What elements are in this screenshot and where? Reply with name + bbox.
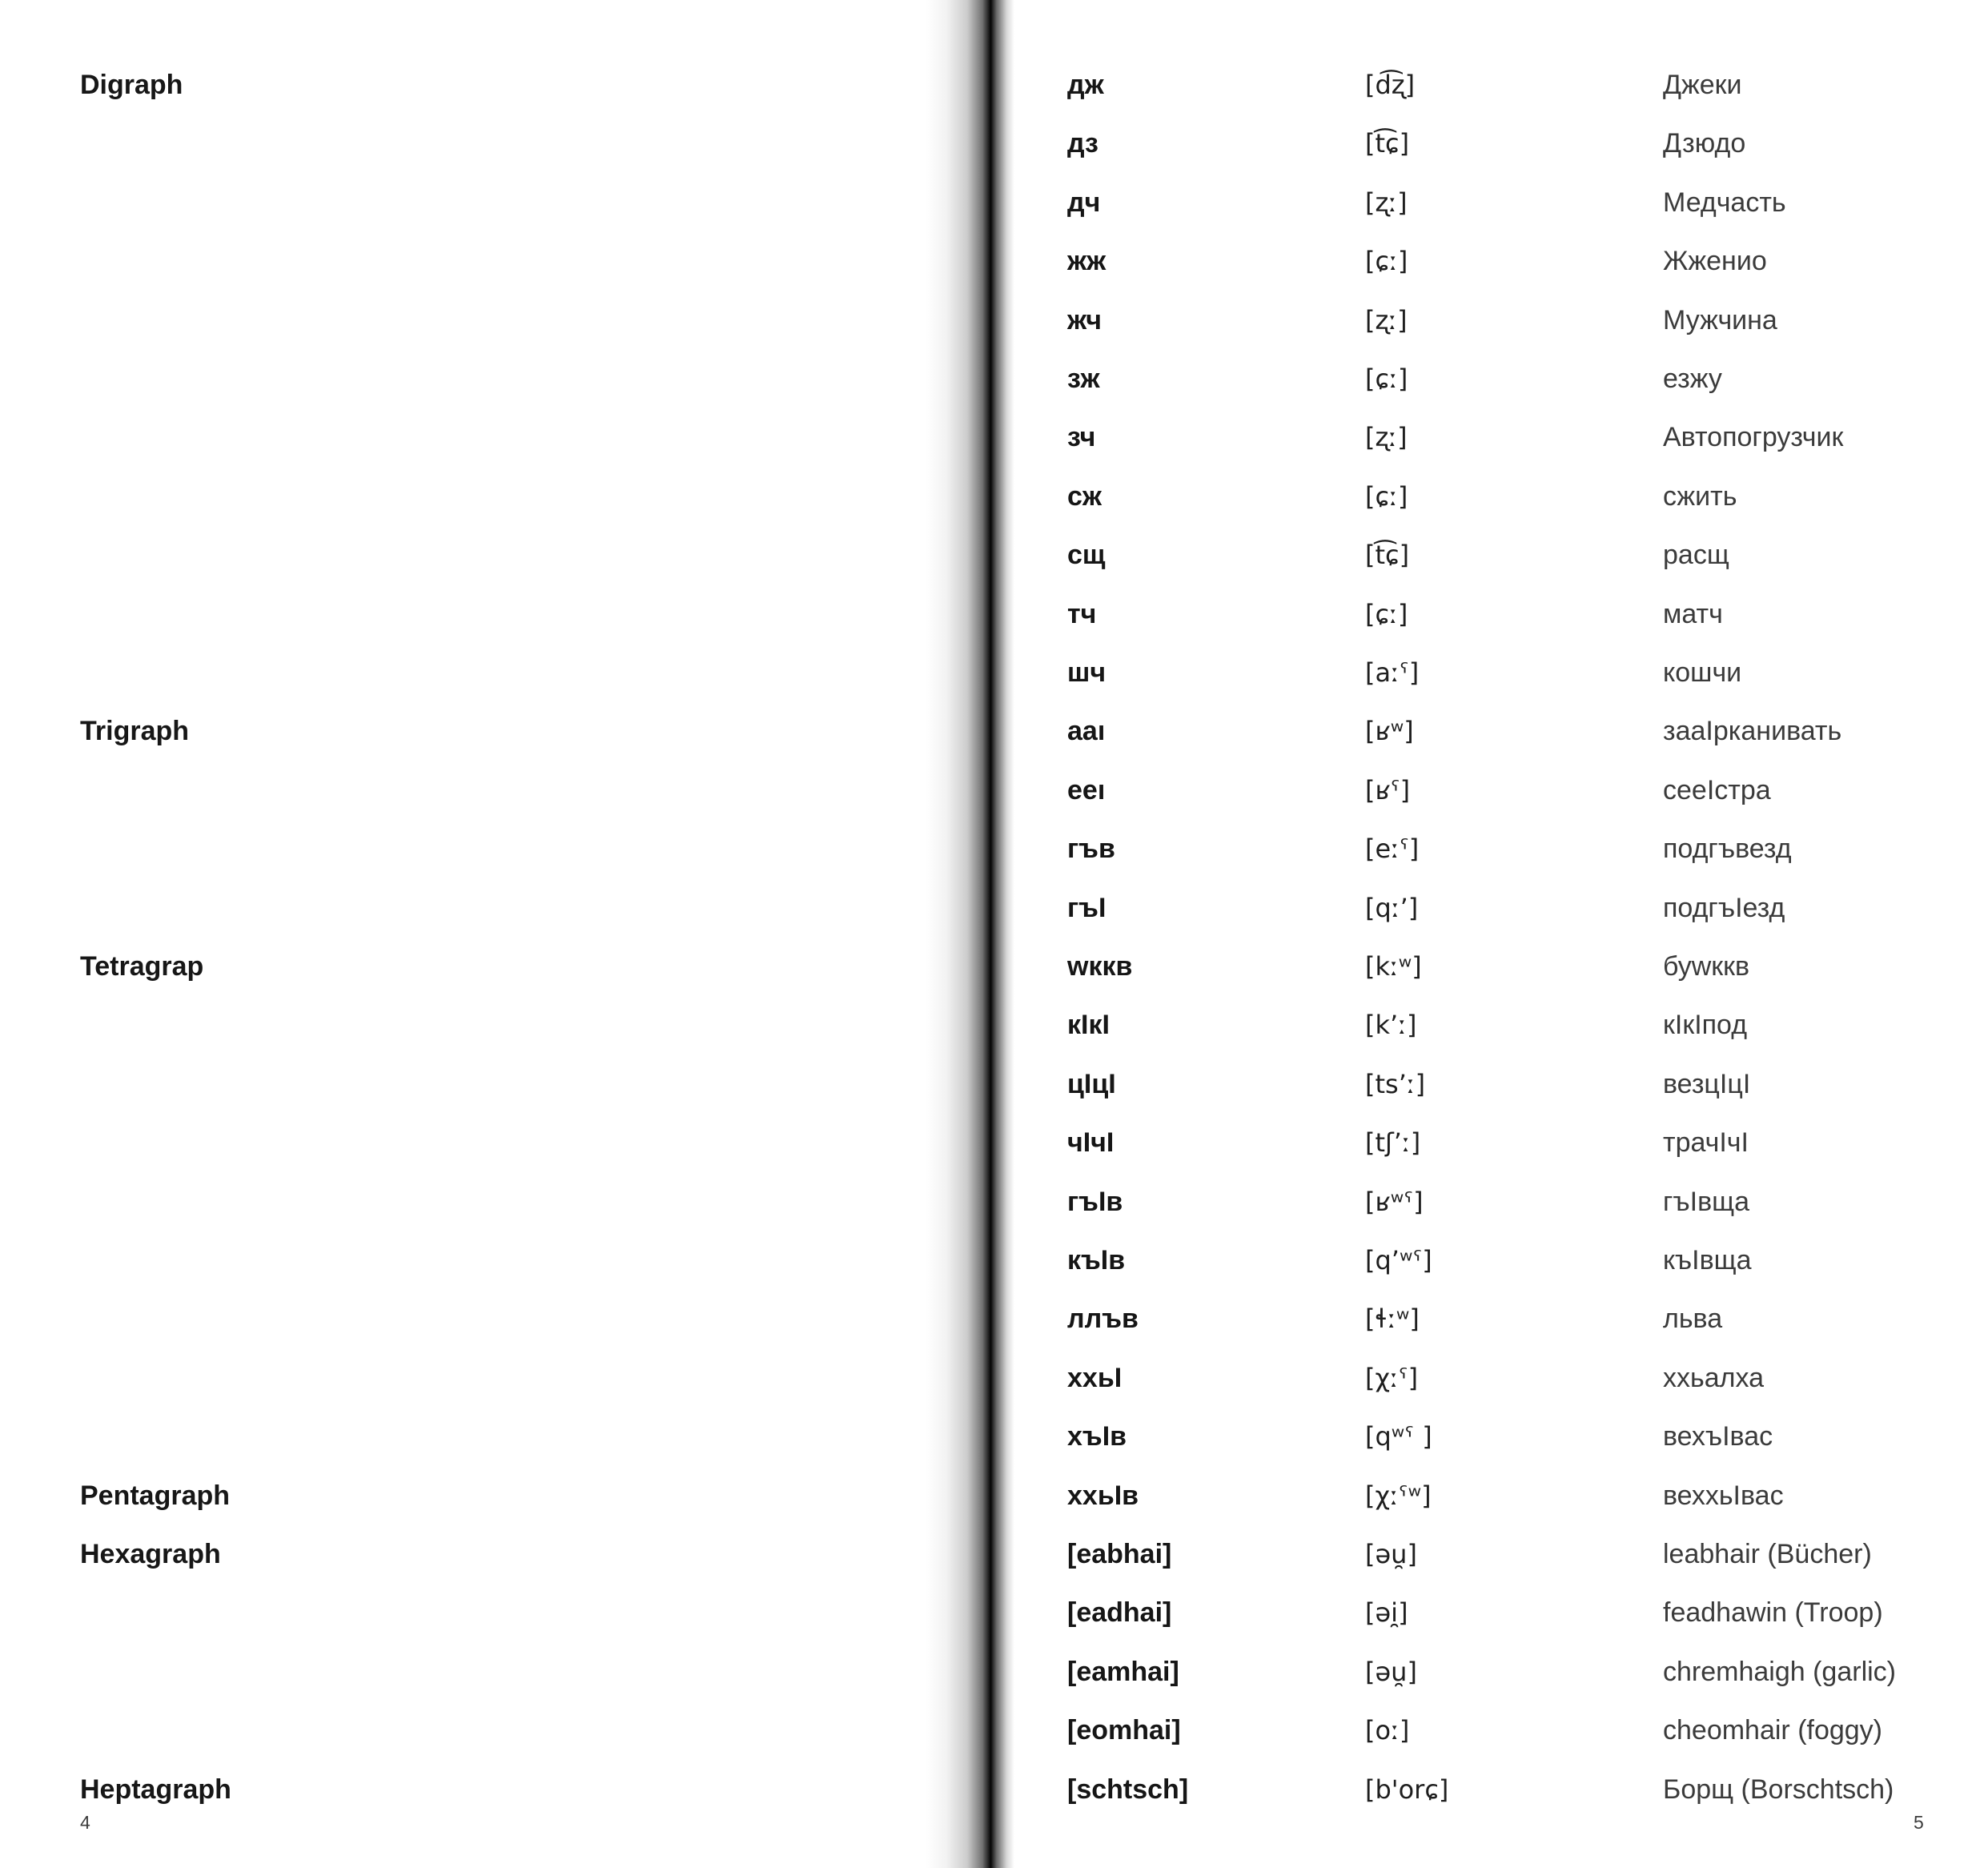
table-row <box>0 1537 1988 1572</box>
grapheme-cell: [eabhai] <box>1067 1539 1172 1569</box>
ipa-transcription-cell: [qːʼ] <box>1365 892 1419 923</box>
section-label: Pentagraph <box>80 1480 231 1511</box>
grapheme-cell: гъӀ <box>1067 892 1106 923</box>
grapheme-cell: [eomhai] <box>1067 1715 1181 1746</box>
grapheme-cell: цӀцӀ <box>1067 1068 1116 1099</box>
example-word-cell: chremhaigh (garlic) <box>1663 1656 1896 1687</box>
ipa-transcription-cell: [tsʼː] <box>1365 1068 1426 1099</box>
example-word-cell: веххьӀвас <box>1663 1480 1784 1511</box>
example-word-cell: feadhawin (Troop) <box>1663 1597 1883 1629</box>
example-word-cell: зааӀрканивать <box>1663 716 1842 747</box>
table-row <box>0 1360 1988 1396</box>
grapheme-cell: дз <box>1067 128 1098 159</box>
example-word-cell: Мужчина <box>1663 304 1777 335</box>
ipa-transcription-cell: [aːˤ] <box>1365 657 1420 688</box>
grapheme-cell: дч <box>1067 187 1101 218</box>
grapheme-cell: чӀчӀ <box>1067 1127 1114 1159</box>
grapheme-cell: зж <box>1067 364 1100 394</box>
grapheme-cell: жж <box>1067 246 1106 277</box>
table-row <box>0 479 1988 514</box>
table-row <box>0 597 1988 632</box>
grapheme-cell: хъӀв <box>1067 1421 1127 1452</box>
grapheme-cell: [eadhai] <box>1067 1597 1172 1629</box>
example-word-cell: везцӀцӀ <box>1663 1068 1751 1099</box>
grapheme-cell: ххьӀв <box>1067 1480 1139 1511</box>
grapheme-cell: [schtsch] <box>1067 1774 1189 1805</box>
grapheme-cell: ееı <box>1067 774 1106 805</box>
grapheme-cell: зч <box>1067 422 1096 453</box>
ipa-transcription-cell: [d͡ʐ] <box>1365 70 1416 100</box>
table-row <box>0 1713 1988 1748</box>
grapheme-cell: къӀв <box>1067 1245 1126 1275</box>
grapheme-cell: ллъв <box>1067 1304 1139 1335</box>
ipa-transcription-cell: [χːˤʷ] <box>1365 1480 1432 1511</box>
ipa-transcription-cell: [b'orɕ] <box>1365 1774 1449 1805</box>
example-word-cell: кошчи <box>1663 657 1742 688</box>
book-spine-gutter <box>926 0 1020 1868</box>
example-word-cell: езжу <box>1663 364 1722 394</box>
grapheme-cell: wккв <box>1067 951 1133 982</box>
example-word-cell: Жженио <box>1663 246 1767 277</box>
example-word-cell: Дзюдо <box>1663 128 1746 159</box>
table-row <box>0 243 1988 279</box>
ipa-transcription-cell: [ɬːʷ] <box>1365 1304 1420 1335</box>
ipa-transcription-cell: [kːʷ] <box>1365 951 1422 982</box>
example-word-cell: къӀвща <box>1663 1245 1752 1275</box>
example-word-cell: трачӀчӀ <box>1663 1127 1749 1159</box>
ipa-transcription-cell: [ʁʷ] <box>1365 716 1414 747</box>
grapheme-cell: тч <box>1067 598 1097 629</box>
ipa-transcription-cell: [ɕː] <box>1365 364 1408 394</box>
example-word-cell: Джеки <box>1663 70 1742 100</box>
example-word-cell: Медчасть <box>1663 187 1786 218</box>
table-row <box>0 1419 1988 1454</box>
table-row <box>0 1125 1988 1160</box>
table-row <box>0 1007 1988 1042</box>
section-label: Heptagraph <box>80 1774 231 1805</box>
example-word-cell: кӀкӀпод <box>1663 1010 1748 1041</box>
section-label: Digraph <box>80 70 183 100</box>
example-word-cell: сееӀстра <box>1663 774 1771 805</box>
grapheme-cell: ааı <box>1067 716 1106 747</box>
grapheme-cell: кӀкӀ <box>1067 1010 1110 1041</box>
ipa-transcription-cell: [oː] <box>1365 1715 1410 1746</box>
ipa-transcription-cell: [kʼː] <box>1365 1010 1417 1041</box>
grapheme-cell: сщ <box>1067 540 1106 571</box>
grapheme-cell: жч <box>1067 304 1102 335</box>
ipa-transcription-cell: [ʐː] <box>1365 187 1408 218</box>
grapheme-cell: шч <box>1067 657 1106 688</box>
example-word-cell: подгъӀезд <box>1663 892 1785 923</box>
ipa-transcription-cell: [əi̯] <box>1365 1597 1408 1629</box>
grapheme-cell: [eamhai] <box>1067 1656 1179 1687</box>
ipa-transcription-cell: [t͡ɕ] <box>1365 540 1410 571</box>
example-word-cell: Борщ (Borschtsch) <box>1663 1774 1894 1805</box>
table-row <box>0 67 1988 102</box>
ipa-transcription-cell: [ʐː] <box>1365 422 1408 453</box>
grapheme-cell: сж <box>1067 480 1102 512</box>
ipa-transcription-cell: [əu̯] <box>1365 1656 1417 1687</box>
table-row <box>0 1478 1988 1513</box>
table-row <box>0 361 1988 396</box>
section-label: Trigraph <box>80 716 190 747</box>
table-row <box>0 655 1988 690</box>
grapheme-cell: дж <box>1067 70 1104 100</box>
ipa-transcription-cell: [qʷˤ ] <box>1365 1421 1432 1452</box>
page-number-right: 5 <box>1914 1812 1924 1833</box>
example-word-cell: льва <box>1663 1304 1723 1335</box>
table-row <box>0 1184 1988 1219</box>
ipa-transcription-cell: [ʁˤ] <box>1365 774 1411 805</box>
example-word-cell: ххьалха <box>1663 1362 1764 1393</box>
table-row <box>0 1243 1988 1278</box>
table-row <box>0 1772 1988 1807</box>
table-row <box>0 420 1988 455</box>
table-row <box>0 1067 1988 1102</box>
example-word-cell: буwккв <box>1663 951 1750 982</box>
page-number-left: 4 <box>80 1812 90 1833</box>
example-word-cell: подгъвезд <box>1663 834 1792 865</box>
ipa-transcription-cell: [qʼʷˤ] <box>1365 1245 1432 1275</box>
ipa-transcription-cell: [ʁʷˤ] <box>1365 1186 1424 1217</box>
ipa-transcription-cell: [ɕː] <box>1365 598 1408 629</box>
section-label: Hexagraph <box>80 1539 221 1569</box>
table-row <box>0 713 1988 749</box>
example-word-cell: матч <box>1663 598 1723 629</box>
example-word-cell: Автопогрузчик <box>1663 422 1844 453</box>
table-row <box>0 1654 1988 1689</box>
table-row <box>0 890 1988 926</box>
example-word-cell: leabhair (Bücher) <box>1663 1539 1872 1569</box>
ipa-transcription-cell: [tʃʼː] <box>1365 1127 1421 1159</box>
grapheme-cell: гъв <box>1067 834 1115 865</box>
ipa-transcription-cell: [eːˤ] <box>1365 834 1420 865</box>
example-word-cell: гъӀвща <box>1663 1186 1750 1217</box>
table-row <box>0 949 1988 984</box>
grapheme-cell: гъӀв <box>1067 1186 1123 1217</box>
ipa-transcription-cell: [ʐː] <box>1365 304 1408 335</box>
ipa-transcription-cell: [t͡ɕ] <box>1365 128 1410 159</box>
ipa-transcription-cell: [əu̯] <box>1365 1539 1417 1569</box>
section-label: Tetragrap <box>80 951 204 982</box>
ipa-transcription-cell: [χːˤ] <box>1365 1362 1419 1393</box>
example-word-cell: расщ <box>1663 540 1729 571</box>
grapheme-cell: ххьӀ <box>1067 1362 1123 1393</box>
table-row <box>0 831 1988 866</box>
table-row <box>0 303 1988 338</box>
table-row <box>0 1301 1988 1336</box>
ipa-transcription-cell: [ɕː] <box>1365 480 1408 512</box>
table-row <box>0 1595 1988 1630</box>
table-row <box>0 773 1988 808</box>
example-word-cell: вехъӀвас <box>1663 1421 1773 1452</box>
example-word-cell: сжить <box>1663 480 1737 512</box>
table-row <box>0 537 1988 572</box>
example-word-cell: cheomhair (foggy) <box>1663 1715 1883 1746</box>
table-row <box>0 126 1988 161</box>
table-row <box>0 185 1988 220</box>
ipa-transcription-cell: [ɕː] <box>1365 246 1408 277</box>
